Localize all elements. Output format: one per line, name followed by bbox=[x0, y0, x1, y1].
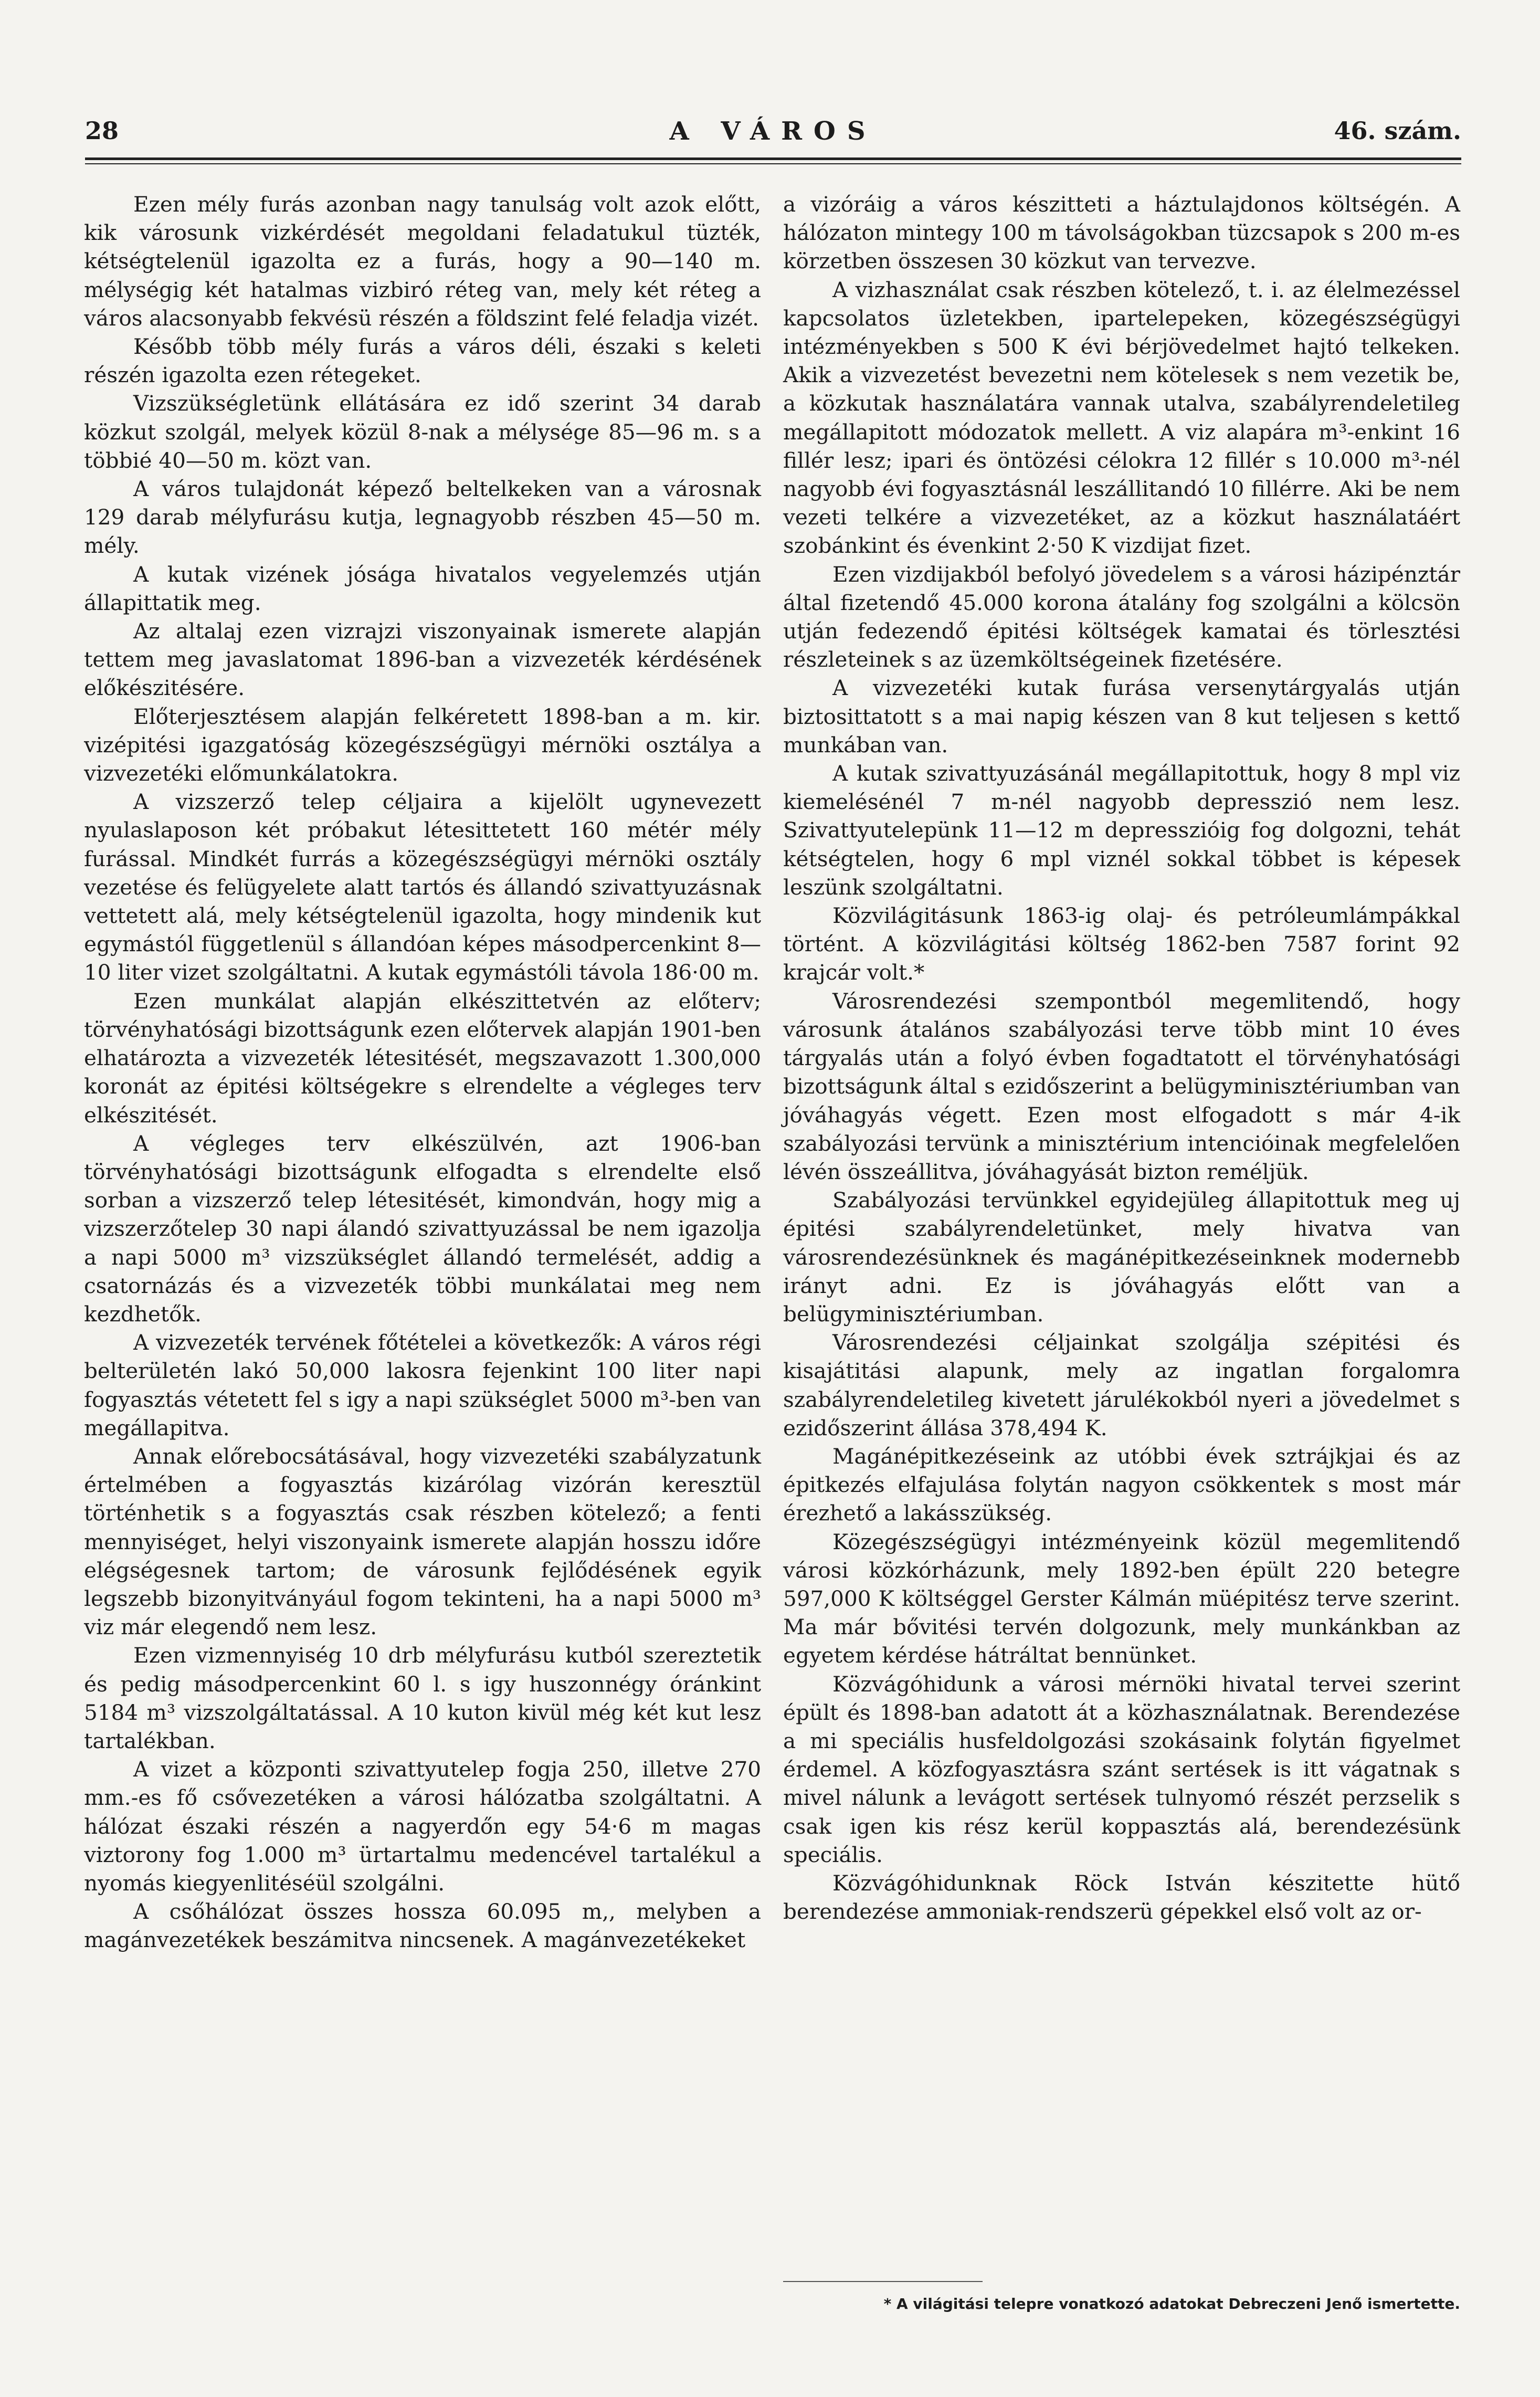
paragraph: a vizóráig a város készitteti a háztulajdonos költségén. A hálózaton mintegy 100 m távolságokban tüzcsapok s 200 m-es körzetben összesen 30 közkut van tervezve. bbox=[783, 192, 1460, 274]
right-column bbox=[783, 190, 1460, 1926]
paragraph: Magánépitkezéseink az utóbbi évek sztrájkjai és az épitkezés elfajulása folytán nagyon csökkentek s most már érezhető a lakásszükség. bbox=[783, 1443, 1460, 1526]
journal-title: A VÁROS bbox=[669, 117, 877, 146]
paragraph: A vizvezetéki kutak furása versenytárgyalás utján biztosittatott s a mai napig készen van 8 kut teljesen s kettő munkában van. bbox=[783, 675, 1460, 758]
paragraph: Szabályozási tervünkkel egyidejüleg állapitottuk meg uj épitési szabályrendeletünket, mely hivatva van városrendezésünknek és magánépitkezéseinknek modernebb irányt adni. Ez is jóváhagyás előtt van a belügyminisztériumban. bbox=[783, 1187, 1460, 1327]
paragraph: Közvágóhidunknak Röck István készitette hütő berendezése ammoniak-rendszerü gépekkel első volt az or- bbox=[783, 1870, 1460, 1925]
paragraph: A vizet a központi szivattyutelep fogja 250, illetve 270 mm.-es fő csővezetéken a városi hálózatba szolgáltatni. A hálózat északi részén a nagyerdőn egy 54·6 m magas viztorony fog 1.000 m³ ürtartalmu medencével tartalékul a nyomás kiegyenlitéséül szolgálni. bbox=[84, 1757, 761, 1896]
paragraph: A vizvezeték tervének főtételei a következők: A város régi belterületén lakó 50,000 lakosra fejenkint 100 liter napi fogyasztás vétetett fel s igy a napi szükséglet 5000 m³-ben van megállapitva. bbox=[84, 1330, 761, 1441]
page-number: 28 bbox=[85, 117, 119, 145]
paragraph: Közvágóhidunk a városi mérnöki hivatal tervei szerint épült és 1898-ban adatott át a közhasználatnak. Berendezése a mi speciális husfeldolgozási szokásaink folytán figyelmet érdemel. A közfogyasztásra szánt sertések is itt vágatnak s mivel nálunk a levágott sertések tulnyomó részét perzselik s csak igen kis rész kerül koppasztás alá, berendezésünk speciális. bbox=[783, 1671, 1460, 1867]
paragraph: Közegészségügyi intézményeink közül megemlitendő városi közkórházunk, mely 1892-ben épült 220 betegre 597,000 K költséggel Gerster Kálmán müépitész terve szerint. Ma már bővitési tervén dolgozunk, mely munkánkban az egyetem kérdése hátráltat bennünket. bbox=[783, 1529, 1460, 1668]
header-rule bbox=[85, 157, 1461, 164]
paragraph: Később több mély furás a város déli, északi s keleti részén igazolta ezen rétegeket. bbox=[84, 334, 761, 388]
paragraph: Ezen vizmennyiség 10 drb mélyfurásu kutból szereztetik és pedig másodpercenkint 60 l. s igy huszonnégy óránkint 5184 m³ vizszolgáltatással. A 10 kuton kivül még két kut lesz tartalékban. bbox=[84, 1643, 761, 1753]
paragraph: Előterjesztésem alapján felkéretett 1898-ban a m. kir. vizépitési igazgatóság közegészségügyi mérnöki osztálya a vizvezetéki előmunkálatokra. bbox=[84, 703, 761, 786]
paragraph: A vizhasználat csak részben kötelező, t. i. az élelmezéssel kapcsolatos üzletekben, ipartelepeken, közegészségügyi intézményekben s 500 K évi bérjövedelmet hajtó telkeken. Akik a vizvezetést bevezetni nem kötelesek s nem vezetik be, a közkutak használatára vannak utalva, szabályrendeletileg megállapitott módozatok mellett. A viz alapára m³-enkint 16 fillér lesz; ipari és öntözési célokra 12 fillér s 10.000 m³-nél nagyobb évi fogyasztásnál leszállitandó 10 fillérre. Aki be nem vezeti telkére a vizvezetéket, az a közkut használatáért szobánkint és évenkint 2·50 K vizdijat fizet. bbox=[783, 277, 1460, 559]
paragraph: A kutak szivattyuzásánál megállapitottuk, hogy 8 mpl viz kiemelésénél 7 m-nél nagyobb depresszió nem lesz. Szivattyutelepünk 11—12 m depresszióig fog dolgozni, tehát kétségtelen, hogy 6 mpl viznél sokkal többet is képesek leszünk szolgáltatni. bbox=[783, 761, 1460, 900]
paragraph: Közvilágitásunk 1863-ig olaj- és petróleumlámpákkal történt. A közvilágitási költség 1862-ben 7587 forint 92 krajcár volt.* bbox=[783, 903, 1460, 985]
paragraph: Városrendezési céljainkat szolgálja szépitési és kisajátitási alapunk, mely az ingatlan forgalomra szabályrendeletileg kivetett járulékokból nyeri a jövedelmet s ezidőszerint állása 378,494 K. bbox=[783, 1330, 1460, 1441]
paragraph: Ezen vizdijakból befolyó jövedelem s a városi házipénztár által fizetendő 45.000 korona átalány fog szolgálni a kölcsön utján fedezendő épitési költségek kamatai és törlesztési részleteinek s az üzemköltségeinek fizetésére. bbox=[783, 561, 1460, 672]
paragraph: Ezen munkálat alapján elkészittetvén az előterv; törvényhatósági bizottságunk ezen előtervek alapján 1901-ben elhatározta a vizvezeték létesitését, megszavazott 1.300,000 koronát az épitési költségekre s elrendelte a végleges terv elkészitését. bbox=[84, 988, 761, 1128]
paragraph: A csőhálózat összes hossza 60.095 m,, melyben a magánvezetékek beszámitva nincsenek. A magánvezetékeket bbox=[84, 1899, 761, 1953]
footnote: * A világitási telepre vonatkozó adatokat Debreczeni Jenő ismertette. bbox=[883, 2295, 1460, 2312]
paragraph: Az altalaj ezen vizrajzi viszonyainak ismerete alapján tettem meg javaslatomat 1896-ban a vizvezeték kérdésének előkészitésére. bbox=[84, 618, 761, 701]
paragraph: Városrendezési szempontból megemlitendő, hogy városunk átalános szabályozási terve több mint 10 éves tárgyalás után a folyó évben fogadtatott el törvényhatósági bizottságunk által s ezidőszerint a belügyminisztériumban van jóváhagyás végett. Ezen most elfogadott s már 4-ik szabályozási tervünk a minisztérium intencióinak megfelelően lévén összeállitva, jóváhagyását bizton reméljük. bbox=[783, 988, 1460, 1184]
paragraph: A város tulajdonát képező beltelkeken van a városnak 129 darab mélyfurásu kutja, legnagyobb részben 45—50 m. mély. bbox=[84, 476, 761, 559]
paragraph: A végleges terv elkészülvén, azt 1906-ban törvényhatósági bizottságunk elfogadta s elrendelte első sorban a vizszerző telep létesitését, kimondván, hogy mig a vizszerzőtelep 30 napi álandó szivattyuzással be nem igazolja a napi 5000 m³ vizszükséglet állandó termelését, addig a csatornázás és a vizvezeték többi munkálatai meg nem kezdhetők. bbox=[84, 1130, 761, 1327]
paragraph: Annak előrebocsátásával, hogy vizvezetéki szabályzatunk értelmében a fogyasztás kizárólag vizórán keresztül történhetik s a fogyasztás csak részben kötelező; a fenti mennyiséget, helyi viszonyaink ismerete alapján hosszu időre elégségesnek tartom; de városunk fejlődésének egyik legszebb bizonyitványául fogom tekinteni, ha a napi 5000 m³ viz már elegendő nem lesz. bbox=[84, 1443, 761, 1640]
footnote-rule bbox=[783, 2281, 983, 2282]
paragraph: A kutak vizének jósága hivatalos vegyelemzés utján állapittatik meg. bbox=[84, 561, 761, 615]
paragraph: Ezen mély furás azonban nagy tanulság volt azok előtt, kik városunk vizkérdését megoldani feladatukul tüzték, kétségtelenül igazolta ez a furás, hogy a 90—140 m. mélységig két hatalmas vizbiró réteg van, mely két réteg a város alacsonyabb fekvésü részén a földszint felé feladja vizét. bbox=[84, 192, 761, 331]
issue-number: 46. szám. bbox=[1334, 117, 1461, 145]
page-header bbox=[85, 113, 1461, 155]
left-column bbox=[84, 190, 761, 1954]
paragraph: Vizszükségletünk ellátására ez idő szerint 34 darab közkut szolgál, melyek közül 8-nak a mélysége 85—96 m. s a többié 40—50 m. közt van. bbox=[84, 391, 761, 473]
paragraph: A vizszerző telep céljaira a kijelölt ugynevezett nyulaslaposon két próbakut létesittetett 160 métér mély furással. Mindkét furrás a közegészségügyi mérnöki osztály vezetése és felügyelete alatt tartós és állandó szivattyuzásnak vettetett alá, mely kétségtelenül igazolta, hogy mindenik kut egymástól függetlenül s állandóan képes másodpercenkint 8—10 liter vizet szolgáltatni. A kutak egymástóli távola 186·00 m. bbox=[84, 789, 761, 985]
